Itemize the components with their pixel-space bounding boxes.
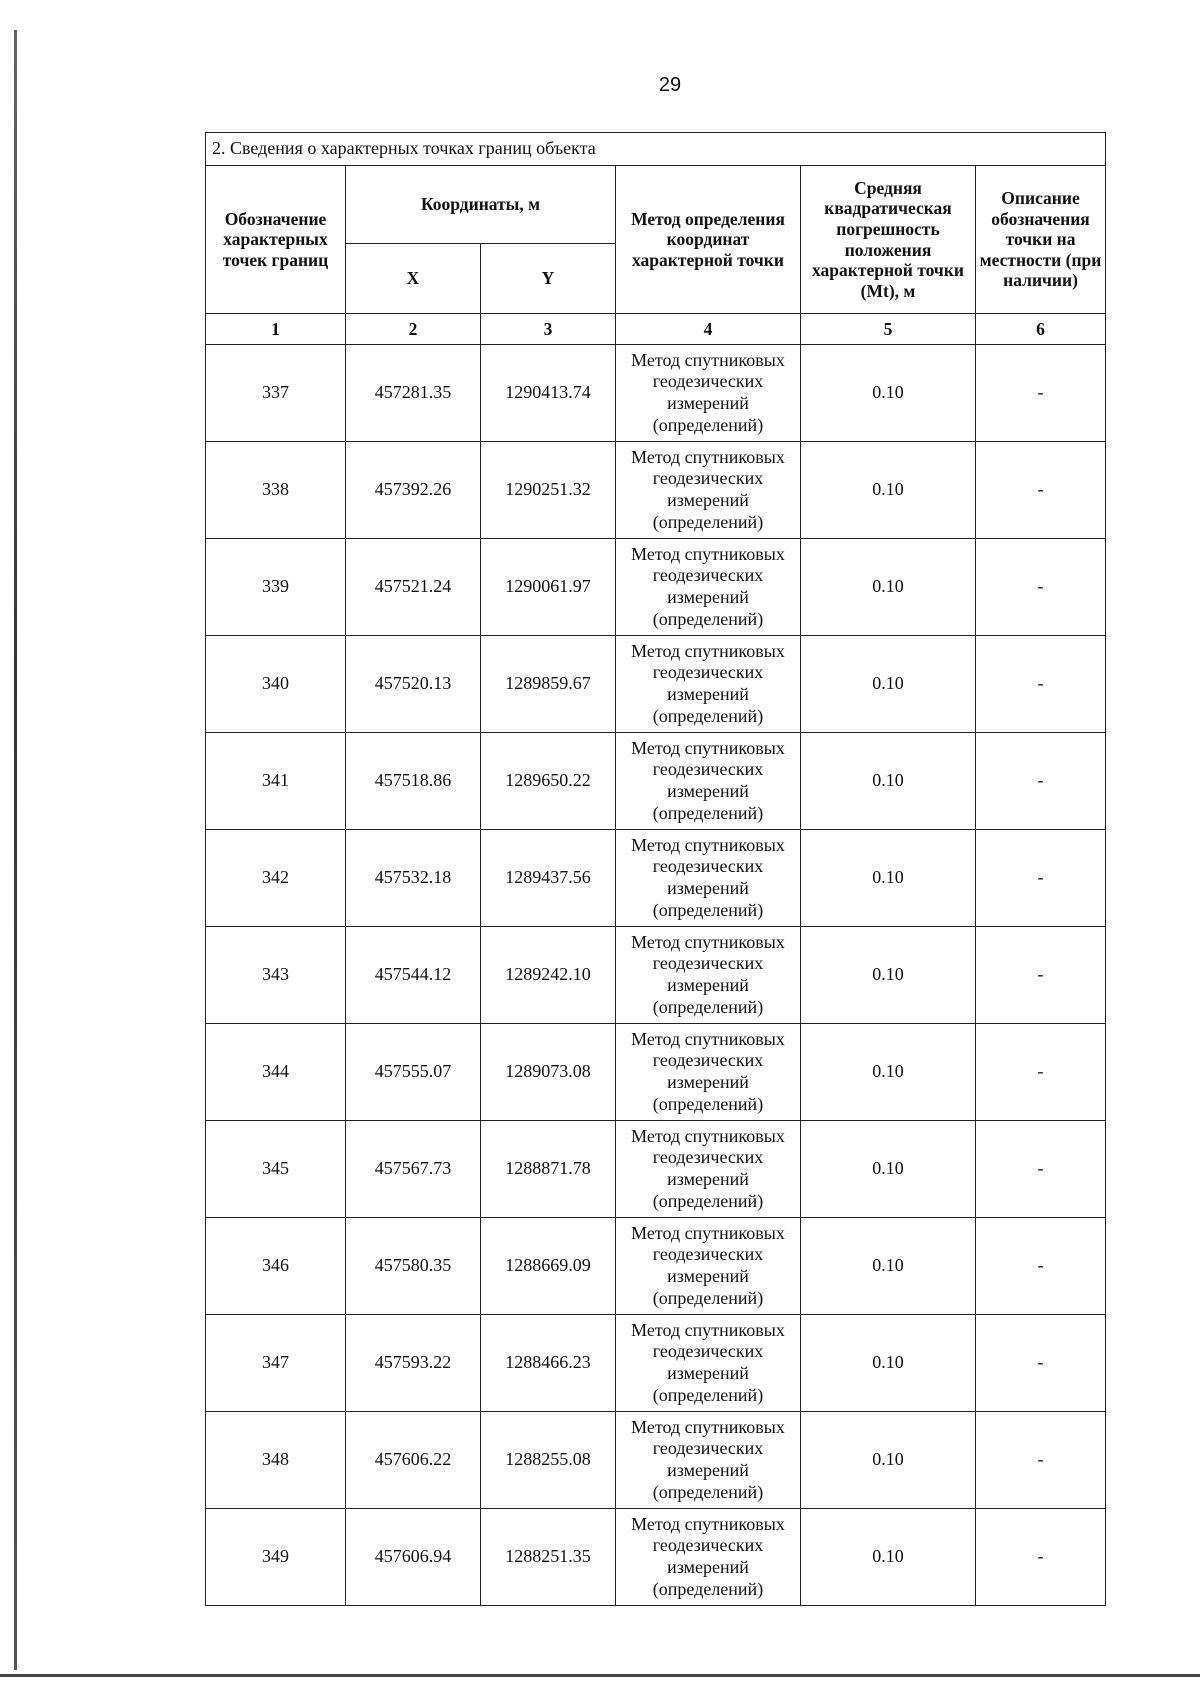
page-number: 29: [658, 74, 682, 96]
method-line: (определений): [652, 996, 764, 1017]
coordinate-x: 457520.13: [346, 636, 481, 733]
scan-edge-bottom: [0, 1674, 1200, 1677]
method-line: (определений): [652, 802, 764, 823]
point-designation: 340: [206, 636, 346, 733]
method-line: измерений: [667, 587, 749, 607]
method-line: (определений): [652, 1384, 764, 1405]
coordinate-x: 457518.86: [346, 733, 481, 830]
point-description: -: [976, 1121, 1106, 1218]
boundary-points-table: [205, 132, 1106, 1606]
method: [616, 733, 801, 830]
coordinate-x: 457281.35: [346, 345, 481, 442]
method-line: Метод спутниковых: [631, 1319, 785, 1340]
point-description: -: [976, 539, 1106, 636]
method-line: измерений: [667, 1072, 749, 1092]
method: [616, 442, 801, 539]
coordinate-x: 457580.35: [346, 1218, 481, 1315]
table-row: [206, 1121, 1106, 1218]
method-line: измерений: [667, 684, 749, 704]
point-designation: 343: [206, 927, 346, 1024]
coordinate-y: 1289073.08: [481, 1024, 616, 1121]
method-line: (определений): [652, 1287, 764, 1308]
coordinate-x: 457521.24: [346, 539, 481, 636]
coordinate-y: 1288255.08: [481, 1412, 616, 1509]
point-designation: 337: [206, 345, 346, 442]
coordinate-x: 457606.22: [346, 1412, 481, 1509]
header-error: Средняя квадратическая погрешность положения характерной точки (Mt), м: [801, 166, 976, 314]
method-line: геодезических: [652, 565, 764, 586]
section-title: 2. Сведения о характерных точках границ объекта: [206, 133, 1106, 166]
table-row: [206, 830, 1106, 927]
method-line: геодезических: [652, 856, 764, 877]
method-line: (определений): [652, 899, 764, 920]
coordinate-y: 1289242.10: [481, 927, 616, 1024]
method-line: измерений: [667, 1557, 749, 1577]
method-line: измерений: [667, 1169, 749, 1189]
method-line: геодезических: [652, 1438, 764, 1459]
method-line: Метод спутниковых: [631, 1222, 785, 1243]
mean-square-error: 0.10: [801, 1509, 976, 1606]
method-line: геодезических: [652, 953, 764, 974]
point-designation: 338: [206, 442, 346, 539]
point-designation: 347: [206, 1315, 346, 1412]
column-number: 5: [801, 314, 976, 345]
method-line: геодезических: [652, 371, 764, 392]
method-line: (определений): [652, 1578, 764, 1599]
header-method: Метод определения координат характерной точки: [616, 166, 801, 314]
header-x: X: [346, 244, 481, 314]
method-line: Метод спутниковых: [631, 737, 785, 758]
coordinate-y: 1289650.22: [481, 733, 616, 830]
table-row: [206, 1315, 1106, 1412]
method-line: (определений): [652, 705, 764, 726]
point-description: -: [976, 927, 1106, 1024]
header-description: Описание обозначения точки на местности (при наличии): [976, 166, 1106, 314]
method-line: геодезических: [652, 1535, 764, 1556]
coordinate-x: 457606.94: [346, 1509, 481, 1606]
method-line: Метод спутниковых: [631, 640, 785, 661]
method-line: измерений: [667, 1363, 749, 1383]
mean-square-error: 0.10: [801, 733, 976, 830]
coordinate-x: 457593.22: [346, 1315, 481, 1412]
scan-edge-left: [14, 30, 17, 1670]
mean-square-error: 0.10: [801, 1024, 976, 1121]
column-number: 1: [206, 314, 346, 345]
table-row: [206, 1412, 1106, 1509]
point-designation: 344: [206, 1024, 346, 1121]
method-line: Метод спутниковых: [631, 931, 785, 952]
point-description: -: [976, 733, 1106, 830]
method: [616, 830, 801, 927]
method-line: (определений): [652, 1093, 764, 1114]
mean-square-error: 0.10: [801, 345, 976, 442]
method-line: Метод спутниковых: [631, 543, 785, 564]
method: [616, 1509, 801, 1606]
column-number: 4: [616, 314, 801, 345]
method: [616, 1218, 801, 1315]
coordinate-x: 457555.07: [346, 1024, 481, 1121]
mean-square-error: 0.10: [801, 1121, 976, 1218]
method: [616, 1412, 801, 1509]
coordinate-y: 1289437.56: [481, 830, 616, 927]
method-line: Метод спутниковых: [631, 1028, 785, 1049]
table-row: [206, 1024, 1106, 1121]
method-line: геодезических: [652, 1244, 764, 1265]
method: [616, 636, 801, 733]
mean-square-error: 0.10: [801, 539, 976, 636]
point-designation: 345: [206, 1121, 346, 1218]
point-description: -: [976, 636, 1106, 733]
header-coordinates: Координаты, м: [346, 166, 616, 244]
mean-square-error: 0.10: [801, 1315, 976, 1412]
table-row: [206, 927, 1106, 1024]
point-description: -: [976, 1412, 1106, 1509]
coordinate-y: 1290251.32: [481, 442, 616, 539]
point-description: -: [976, 830, 1106, 927]
table-row: [206, 345, 1106, 442]
method: [616, 927, 801, 1024]
coordinate-y: 1290061.97: [481, 539, 616, 636]
column-number-row: [206, 314, 1106, 345]
mean-square-error: 0.10: [801, 636, 976, 733]
method-line: измерений: [667, 878, 749, 898]
coordinate-x: 457532.18: [346, 830, 481, 927]
method-line: геодезических: [652, 662, 764, 683]
point-designation: 342: [206, 830, 346, 927]
point-designation: 349: [206, 1509, 346, 1606]
mean-square-error: 0.10: [801, 442, 976, 539]
coordinate-y: 1290413.74: [481, 345, 616, 442]
header-y: Y: [481, 244, 616, 314]
mean-square-error: 0.10: [801, 1218, 976, 1315]
method-line: Метод спутниковых: [631, 446, 785, 467]
coordinate-y: 1288871.78: [481, 1121, 616, 1218]
point-designation: 341: [206, 733, 346, 830]
method-line: геодезических: [652, 759, 764, 780]
method-line: Метод спутниковых: [631, 349, 785, 370]
method: [616, 539, 801, 636]
table-row: [206, 1218, 1106, 1315]
method-line: геодезических: [652, 1341, 764, 1362]
point-description: -: [976, 442, 1106, 539]
column-number: 6: [976, 314, 1106, 345]
point-description: -: [976, 1315, 1106, 1412]
mean-square-error: 0.10: [801, 830, 976, 927]
coordinate-y: 1288669.09: [481, 1218, 616, 1315]
method-line: Метод спутниковых: [631, 1416, 785, 1437]
method-line: геодезических: [652, 1050, 764, 1071]
point-designation: 346: [206, 1218, 346, 1315]
coordinate-y: 1289859.67: [481, 636, 616, 733]
mean-square-error: 0.10: [801, 1412, 976, 1509]
method-line: геодезических: [652, 1147, 764, 1168]
method-line: измерений: [667, 490, 749, 510]
coordinate-x: 457392.26: [346, 442, 481, 539]
point-designation: 348: [206, 1412, 346, 1509]
method-line: (определений): [652, 608, 764, 629]
table-row: [206, 1509, 1106, 1606]
point-description: -: [976, 1218, 1106, 1315]
coordinate-y: 1288466.23: [481, 1315, 616, 1412]
method-line: измерений: [667, 781, 749, 801]
method-line: измерений: [667, 1460, 749, 1480]
method-line: измерений: [667, 1266, 749, 1286]
coordinate-x: 457567.73: [346, 1121, 481, 1218]
method-line: Метод спутниковых: [631, 1513, 785, 1534]
method-line: (определений): [652, 1481, 764, 1502]
point-designation: 339: [206, 539, 346, 636]
coordinate-x: 457544.12: [346, 927, 481, 1024]
method: [616, 345, 801, 442]
point-description: -: [976, 345, 1106, 442]
header-designation: Обозначение характерных точек границ: [206, 166, 346, 314]
method-line: (определений): [652, 511, 764, 532]
method-line: измерений: [667, 393, 749, 413]
method-line: измерений: [667, 975, 749, 995]
method: [616, 1121, 801, 1218]
column-number: 3: [481, 314, 616, 345]
point-description: -: [976, 1509, 1106, 1606]
method-line: Метод спутниковых: [631, 834, 785, 855]
table-row: [206, 442, 1106, 539]
point-description: -: [976, 1024, 1106, 1121]
mean-square-error: 0.10: [801, 927, 976, 1024]
table-row: [206, 539, 1106, 636]
method: [616, 1024, 801, 1121]
method-line: Метод спутниковых: [631, 1125, 785, 1146]
column-number: 2: [346, 314, 481, 345]
method: [616, 1315, 801, 1412]
table-row: [206, 733, 1106, 830]
table-row: [206, 636, 1106, 733]
method-line: (определений): [652, 1190, 764, 1211]
coordinate-y: 1288251.35: [481, 1509, 616, 1606]
method-line: (определений): [652, 414, 764, 435]
method-line: геодезических: [652, 468, 764, 489]
table-body: [206, 345, 1106, 1606]
